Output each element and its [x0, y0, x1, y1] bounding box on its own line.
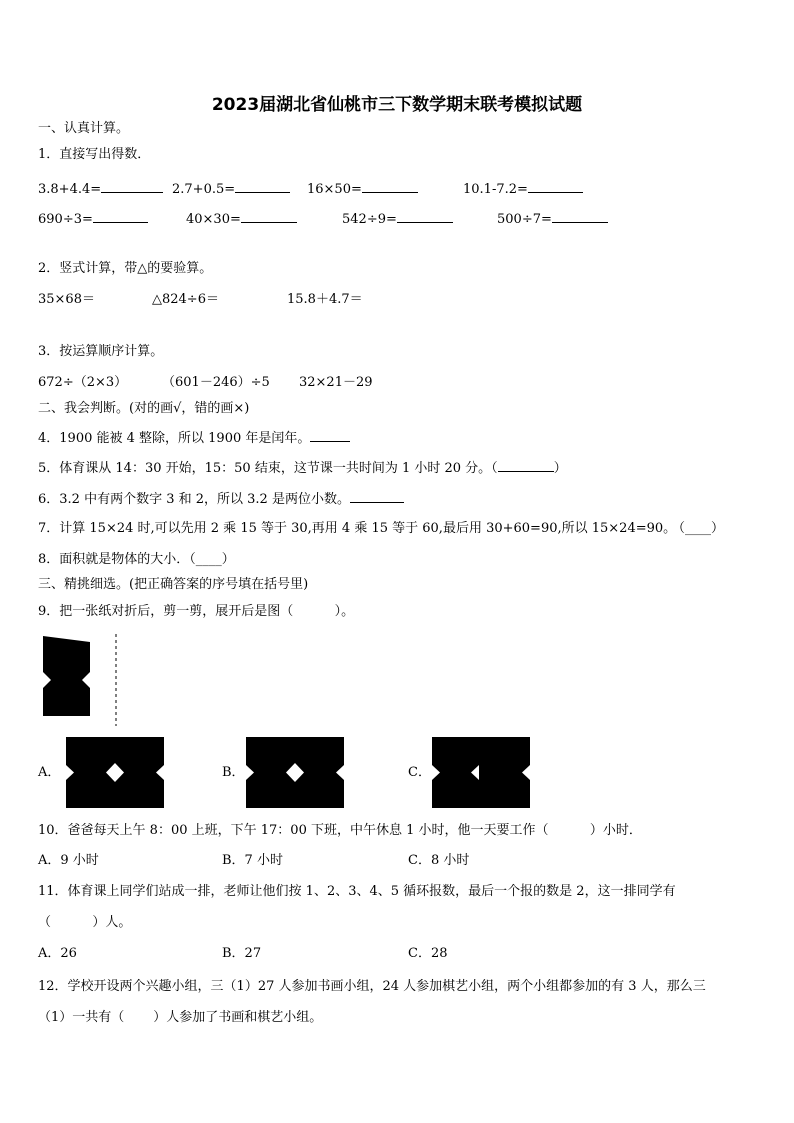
question-1-stem: 1．直接写出得数．: [38, 147, 151, 162]
q1-item: 690÷3=: [38, 210, 148, 228]
section-heading-1: 一、认真计算。: [38, 121, 130, 136]
folded-paper-figure: [40, 632, 130, 728]
answer-blank[interactable]: [310, 429, 350, 442]
q3-item: 32×21－29: [299, 375, 373, 390]
q1-item: 16×50=: [307, 180, 418, 198]
answer-blank[interactable]: [528, 180, 583, 193]
question-12-stem-line1: 12．学校开设两个兴趣小组，三（1）27 人参加书画小组，24 人参加棋艺小组，两个小组都参加的有 3 人，那么三: [38, 979, 706, 994]
q11-option-c[interactable]: C．28: [408, 946, 448, 961]
question-10-stem: 10．爸爸每天上午 8：00 上班，下午 17：00 下班，中午休息 1 小时，他一天要工作（ ）小时．: [38, 823, 642, 838]
q10-option-c[interactable]: C．8 小时: [408, 853, 470, 868]
q1-item: 2.7+0.5=: [172, 180, 290, 198]
folded-paper-shape: [43, 636, 90, 716]
answer-blank[interactable]: [235, 180, 290, 193]
answer-blank[interactable]: [93, 210, 148, 223]
q3-item: （601－246）÷5: [162, 375, 270, 390]
question-5: 5．体育课从 14：30 开始，15：50 结束，这节课一共时间为 1 小时 20 分。（ ）: [38, 461, 567, 476]
q2-item: 15.8＋4.7＝: [287, 292, 363, 307]
answer-blank[interactable]: [552, 210, 608, 223]
answer-blank[interactable]: [397, 210, 453, 223]
q1-item: 40×30=: [186, 210, 297, 228]
q11-option-a[interactable]: A．26: [38, 946, 77, 961]
q1-item: 500÷7=: [497, 210, 608, 228]
page-title: 2023届湖北省仙桃市三下数学期末联考模拟试题: [211, 95, 583, 115]
q11-option-b[interactable]: B．27: [222, 946, 262, 961]
q3-item: 672÷（2×3）: [38, 375, 128, 390]
section-heading-2: 二、我会判断。(对的画√，错的画×): [38, 401, 250, 416]
q9-option-c-label: C．: [408, 765, 431, 780]
question-2-stem: 2．竖式计算，带△的要验算。: [38, 261, 213, 276]
question-9-stem: 9．把一张纸对折后，剪一剪，展开后是图（ ）。: [38, 604, 355, 619]
question-7-answer-paren[interactable]: （____）: [672, 521, 725, 536]
q2-item: 35×68＝: [38, 292, 95, 307]
answer-blank[interactable]: [498, 459, 554, 472]
q9-option-a-figure[interactable]: [66, 737, 164, 808]
question-6: 6．3.2 中有两个数字 3 和 2，所以 3.2 是两位小数。: [38, 490, 404, 508]
question-11-stem-line2: （ ）人。: [38, 915, 132, 930]
question-8: 8．面积就是物体的大小．（____）: [38, 552, 235, 567]
answer-blank[interactable]: [362, 180, 418, 193]
q1-item: 3.8+4.4=: [38, 180, 163, 198]
question-3-stem: 3．按运算顺序计算。: [38, 344, 164, 359]
question-12-stem-line2: （1）一共有（ ）人参加了书画和棋艺小组。: [38, 1010, 323, 1025]
q1-item: 10.1-7.2=: [463, 180, 583, 198]
question-4: 4．1900 能被 4 整除，所以 1900 年是闰年。: [38, 429, 350, 447]
q1-item: 542÷9=: [342, 210, 453, 228]
question-11-stem-line1: 11．体育课上同学们站成一排，老师让他们按 1、2、3、4、5 循环报数，最后一个报的数是 2，这一排同学有: [38, 884, 676, 899]
answer-blank[interactable]: [241, 210, 297, 223]
q9-option-a-label: A．: [38, 765, 61, 780]
answer-blank[interactable]: [350, 490, 404, 503]
question-7: 7．计算 15×24 时,可以先用 2 乘 15 等于 30,再用 4 乘 15 等于 60,最后用 30+60=90,所以 15×24=90。: [38, 521, 677, 536]
q10-option-a[interactable]: A．9 小时: [38, 853, 99, 868]
q9-option-b-figure[interactable]: [246, 737, 344, 808]
answer-blank[interactable]: [101, 180, 163, 193]
q9-option-c-figure[interactable]: [432, 737, 530, 808]
q2-item: △824÷6＝: [152, 292, 219, 307]
section-heading-3: 三、精挑细选。(把正确答案的序号填在括号里): [38, 577, 309, 592]
q9-option-b-label: B．: [222, 765, 245, 780]
q10-option-b[interactable]: B．7 小时: [222, 853, 283, 868]
